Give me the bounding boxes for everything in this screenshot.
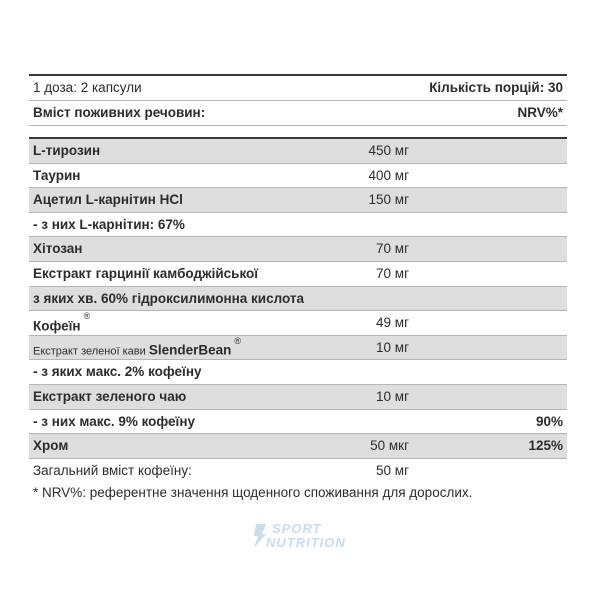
nutrient-amount: 70 мг [376,241,409,257]
nutrients-title: Вміст поживних речовин: [33,105,206,120]
dose-value: 2 капсули [80,80,142,95]
table-row [29,237,567,262]
registered-mark: ® [234,335,241,346]
nutrient-amount: 400 мг [368,167,409,183]
nutrient-name: з яких хв. 60% гідроксилимонна кислота [33,290,305,306]
logo-mark-icon [252,522,266,548]
table-row [29,410,567,435]
total-caffeine-label: Загальний вміст кофеїну: [33,462,192,478]
nutrient-amount: 50 мкг [370,438,409,454]
nutrient-amount: 10 мг [376,339,409,355]
sport-nutrition-logo [252,518,362,552]
brand-name: SlenderBean [148,342,232,358]
servings-count: Кількість порцій: 30 [429,80,563,95]
nrv-title: NRV%* [517,105,563,120]
nutrient-name: Екстракт гарцинії камбоджійської [33,265,259,281]
dose-label [33,76,142,100]
table-row [29,385,567,410]
nutrient-name: Ацетил L-карнітин HCl [33,192,183,208]
dose-row [29,76,567,101]
table-row [29,262,567,287]
total-caffeine-amount: 50 мг [376,462,409,478]
nutrient-amount: 70 мг [376,265,409,281]
logo-line-2: NUTRITION [266,535,346,550]
nutrient-nrv: 90% [535,413,563,429]
table-row [29,311,567,336]
nutrient-amount: 150 мг [368,192,409,208]
nutrient-amount: 450 мг [368,143,409,158]
table-row [29,188,567,213]
logo-line-1: SPORT [272,521,322,536]
nutrient-name: Таурин [33,167,81,183]
nutrient-nrv: 125% [528,438,563,454]
nutrient-name: - з них макс. 9% кофеїну [33,413,196,429]
registered-mark: ® [83,311,91,322]
nutrient-name: Кофеїн [33,318,81,334]
table-row [29,139,567,164]
nutrition-table [29,74,567,482]
table-row [29,213,567,238]
nutrient-name: Хітозан [33,241,83,257]
nutrient-name: Екстракт зеленого чаю [33,388,187,404]
nutrient-name: - з них L-карнітин: 67% [33,216,185,232]
nutrients-header-row [29,101,567,126]
header-divider [29,126,567,139]
table-row [29,336,567,361]
table-row [29,360,567,385]
nutrient-amount: 10 мг [376,388,409,404]
table-row [29,434,567,459]
dose-text: 1 доза: [33,80,77,95]
nutrient-name: L-тирозин [33,143,101,158]
table-row [29,287,567,312]
nrv-footnote: * NRV%: референтне значення щоденного споживання для дорослих. [33,485,473,500]
nutrient-amount: 49 мг [376,315,409,331]
table-row [29,164,567,189]
nutrient-name: - з яких макс. 2% кофеїну [33,364,202,380]
nutrient-name-wrap [33,311,90,338]
table-row-total [29,459,567,483]
nutrient-name: Хром [33,438,69,454]
nutrient-name: Екстракт зеленої кави [33,345,146,358]
